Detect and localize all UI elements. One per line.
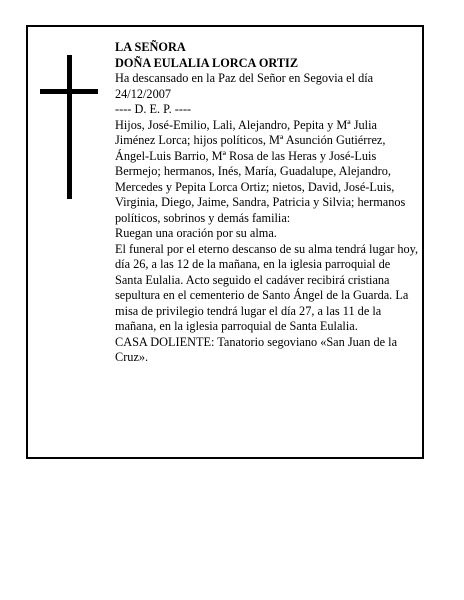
mourning-house: CASA DOLIENTE: Tanatorio segoviano «San Juan de la Cruz». [115,334,398,364]
cross-icon [40,55,98,199]
notice-text [115,40,420,366]
family-list: Hijos, José-Emilio, Lali, Alejandro, Pepita y Mª Julia Jiménez Lorca; hijos políticos, Mª Asunción Gutiérrez, Ángel-Luis Barrio, Mª Rosa de las Heras y José-Luis Bermejo; hermanos, Inés, María, Guadalupe, Alejandro, Mercedes y Pepita Lorca Ortiz; nietos, David, José-Luis, Virginia, Diego, Jaime, Sandra, Patricia y Silvia; hermanos políticos, sobrinos y demás familia: [115,117,406,225]
funeral-details: El funeral por el eterno descanso de su alma tendrá lugar hoy, día 26, a las 12 de la mañana, en la iglesia parroquial de Santa Eulalia. Acto seguido el cadáver recibirá cristiana sepultura en el cementerio de Santo Ángel de la Guarda. La misa de privilegio tendrá lugar el día 27, a las 11 de la mañana, en la iglesia parroquial de Santa Eulalia. [115,241,419,333]
rip-line: ---- D. E. P. ---- [115,102,192,116]
notice-title: LA SEÑORA [115,40,186,54]
cross-horizontal-bar [40,89,98,94]
death-announcement: Ha descansado en la Paz del Señor en Segovia el día 24/12/2007 [115,71,374,101]
prayer-request: Ruegan una oración por su alma. [115,226,277,240]
obituary-notice [26,25,424,459]
cross-vertical-bar [67,55,72,199]
deceased-name: DOÑA EULALIA LORCA ORTIZ [115,55,299,70]
